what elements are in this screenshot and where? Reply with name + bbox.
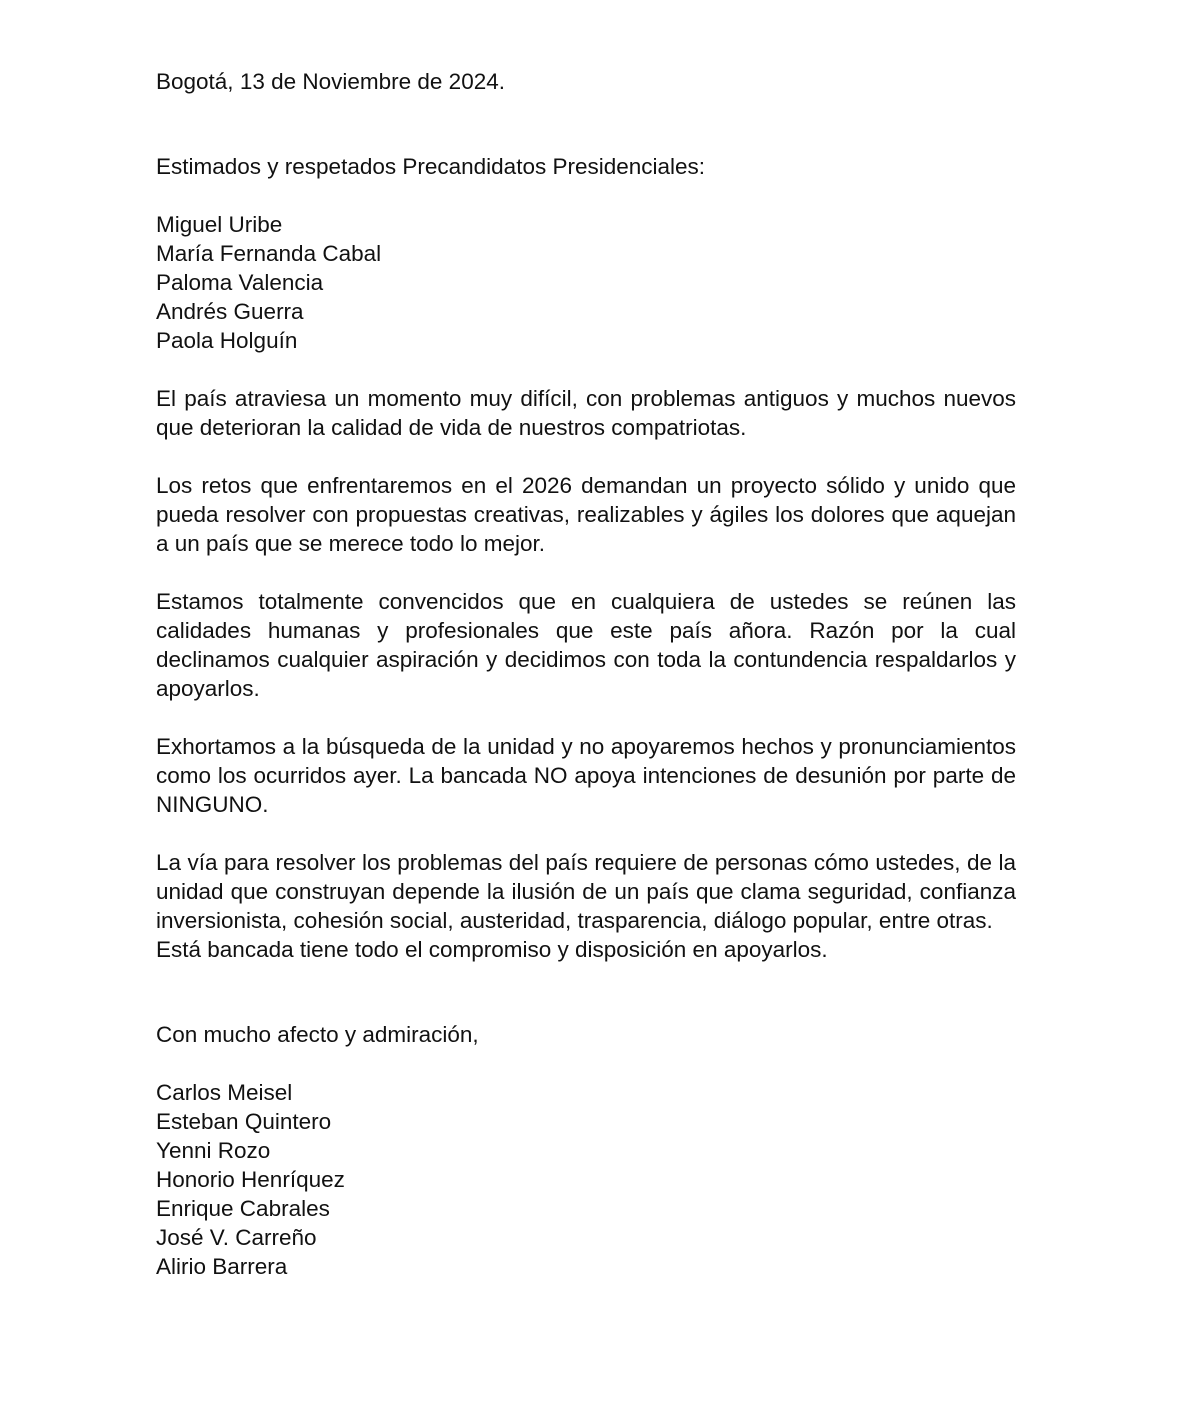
signatory-name: Honorio Henríquez [156,1167,345,1192]
body-paragraph: La vía para resolver los problemas del país requiere de personas cómo ustedes, de la unidad que construyan depende la ilusión de un país que clama seguridad, confianza inversionista, cohesión social, austeridad, trasparencia, diálogo popular, entre otras. [156,850,1016,933]
body-paragraph: El país atraviesa un momento muy difícil, con problemas antiguos y muchos nuevos que deterioran la calidad de vida de nuestros compatriotas. [156,386,1016,440]
recipient-name: Paola Holguín [156,328,298,353]
letter-page [156,67,1016,1281]
recipient-list [156,210,1016,355]
signatory-list [156,1078,1016,1281]
signatory-name: Esteban Quintero [156,1109,332,1134]
recipient-name: Andrés Guerra [156,299,304,324]
salutation: Estimados y respetados Precandidatos Presidenciales: [156,154,706,179]
recipient-name: Paloma Valencia [156,270,324,295]
signatory-name: Enrique Cabrales [156,1196,330,1221]
body-paragraph: Estamos totalmente convencidos que en cualquiera de ustedes se reúnen las calidades humanas y profesionales que este país añora. Razón por la cual declinamos cualquier aspiración y decidimos con toda la contundencia respaldarlos y apoyarlos. [156,589,1016,701]
signatory-name: José V. Carreño [156,1225,317,1250]
closing-line: Con mucho afecto y admiración, [156,1022,479,1047]
body-paragraph: Exhortamos a la búsqueda de la unidad y no apoyaremos hechos y pronunciamientos como los ocurridos ayer. La bancada NO apoya intenciones de desunión por parte de NINGUNO. [156,734,1016,817]
recipient-name: Miguel Uribe [156,212,283,237]
date-line: Bogotá, 13 de Noviembre de 2024. [156,69,505,94]
signatory-name: Yenni Rozo [156,1138,271,1163]
body-paragraph: Está bancada tiene todo el compromiso y disposición en apoyarlos. [156,937,828,962]
signatory-name: Alirio Barrera [156,1254,288,1279]
recipient-name: María Fernanda Cabal [156,241,382,266]
signatory-name: Carlos Meisel [156,1080,293,1105]
body-paragraph: Los retos que enfrentaremos en el 2026 demandan un proyecto sólido y unido que pueda resolver con propuestas creativas, realizables y ágiles los dolores que aquejan a un país que se merece todo lo mejor. [156,473,1016,556]
